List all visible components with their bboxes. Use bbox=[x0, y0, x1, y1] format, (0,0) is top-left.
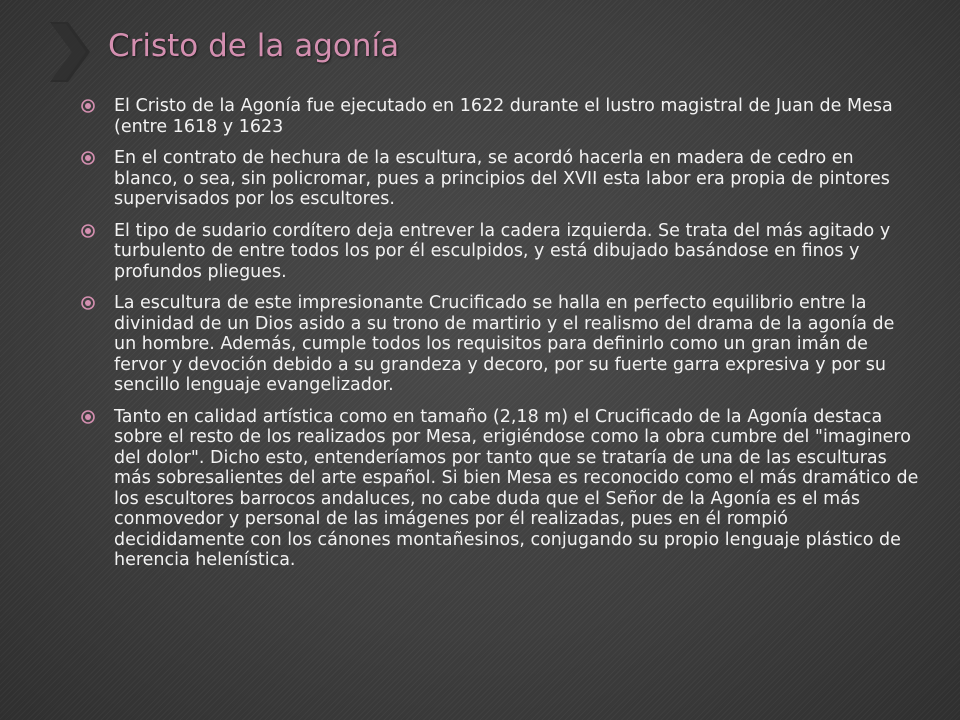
circled-dot-bullet-icon bbox=[80, 295, 96, 311]
circled-dot-bullet-icon bbox=[80, 409, 96, 425]
list-item bbox=[78, 148, 920, 210]
bullet-text: Tanto en calidad artística como en tamaño (2,18 m) el Crucificado de la Agonía destaca sobre el resto de los realizados por Mesa, erigiéndose como la obra cumbre del "imaginero del dolor". Dicho esto, entenderíamos por tanto que se trataría de una de las esculturas más sobresalientes del arte español. Si bien Mesa es reconocido como el más dramático de los escultores barrocos andaluces, no cabe duda que el Señor de la Agonía es el más conmovedor y personal de las imágenes por él realizadas, pues en él rompió decididamente con los cánones montañesinos, conjugando su propio lenguaje plástico de herencia helenística. bbox=[114, 406, 919, 570]
circled-dot-bullet-icon bbox=[80, 150, 96, 166]
list-item bbox=[78, 96, 920, 137]
bullet-list bbox=[78, 96, 920, 582]
circled-dot-bullet-icon bbox=[80, 223, 96, 239]
chevron-right-icon bbox=[50, 22, 90, 82]
bullet-text: El Cristo de la Agonía fue ejecutado en 1622 durante el lustro magistral de Juan de Mesa (entre 1618 y 1623 bbox=[114, 96, 893, 137]
bullet-text: La escultura de este impresionante Crucificado se halla en perfecto equilibrio entre la divinidad de un Dios asido a su trono de martirio y el realismo del drama de la agonía de un hombre. Además, cumple todos los requisitos para definirlo como un gran imán de fervor y devoción debido a su grandeza y decoro, por su fuerte garra expresiva y por su sencillo lenguaje evangelizador. bbox=[114, 293, 895, 395]
bullet-text: El tipo de sudario cordítero deja entrever la cadera izquierda. Se trata del más agitado y turbulento de entre todos los por él esculpidos, y está dibujado basándose en finos y profundos pliegues. bbox=[114, 220, 891, 282]
list-item bbox=[78, 293, 920, 396]
list-item bbox=[78, 407, 920, 571]
slide-title: Cristo de la agonía bbox=[108, 28, 400, 64]
list-item bbox=[78, 221, 920, 283]
circled-dot-bullet-icon bbox=[80, 98, 96, 114]
bullet-text: En el contrato de hechura de la escultura, se acordó hacerla en madera de cedro en blanco, o sea, sin policromar, pues a principios del XVII esta labor era propia de pintores supervisados por los escultores. bbox=[114, 148, 890, 209]
